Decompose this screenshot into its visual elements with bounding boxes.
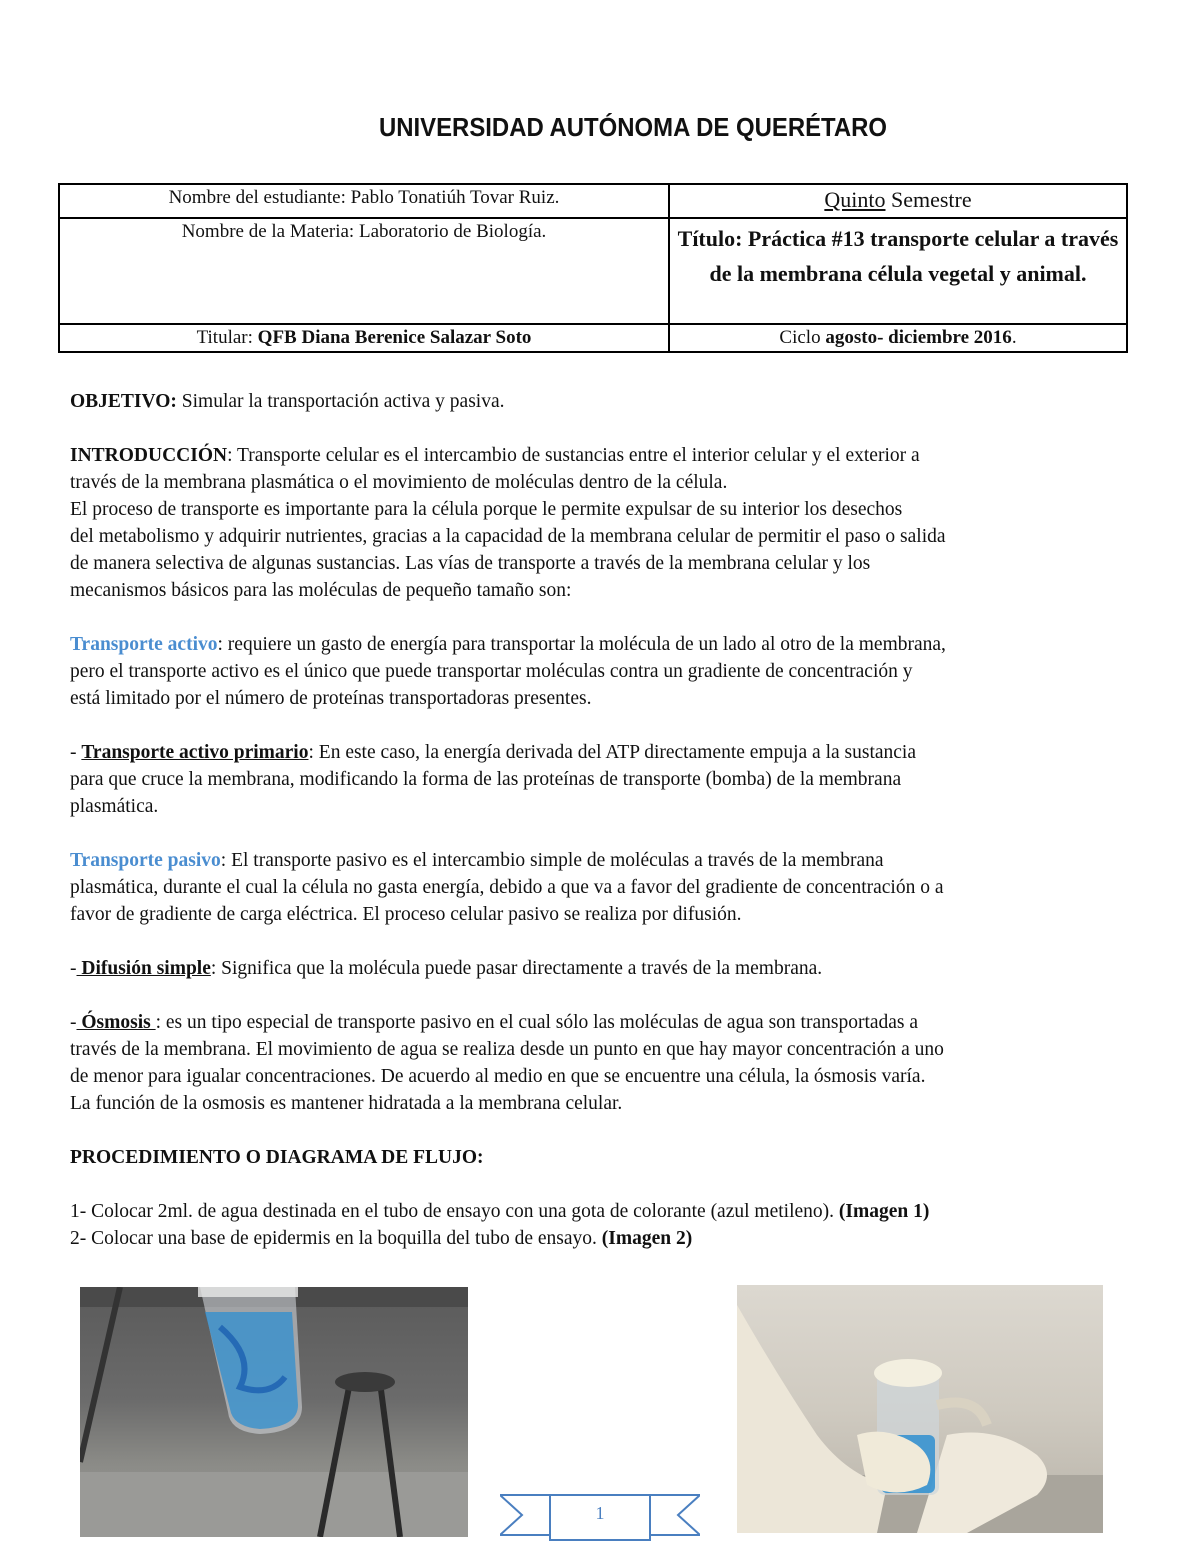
subject-cell (59, 218, 669, 324)
intro-label: INTRODUCCIÓN (70, 445, 228, 466)
passive-line: plasmática, durante el cual la célula no gasta energía, debido a que va a favor del gradiente de concentración o a (70, 877, 944, 898)
primary-line: plasmática. (70, 796, 159, 817)
passive-paragraph (70, 847, 1140, 928)
osmosis-dash: - (70, 1012, 77, 1033)
active-paragraph (70, 631, 1140, 712)
photo-gloved-hand-tube (737, 1285, 1103, 1533)
subject-name: Laboratorio de Biología. (358, 221, 547, 242)
semester-word: Quinto (824, 187, 886, 212)
titular-cell (59, 324, 669, 352)
diffusion-label: Difusión simple (76, 958, 211, 979)
intro-line: través de la membrana plasmática o el movimiento de moléculas dentro de la célula. (70, 472, 728, 493)
info-table (58, 183, 1128, 353)
primary-line: : En este caso, la energía derivada del ATP directamente empuja a la sustancia (308, 742, 916, 763)
osmosis-label: Ósmosis (76, 1012, 156, 1033)
step-ref: (Imagen 2) (601, 1228, 693, 1249)
intro-line: : Transporte celular es el intercambio de sustancias entre el interior celular y el exterior a (227, 445, 920, 466)
photo-test-tube-illustration (80, 1287, 468, 1537)
diffusion-paragraph (70, 955, 1140, 982)
procedure-step-1 (70, 1198, 1140, 1225)
photo-test-tube-dye (80, 1287, 468, 1537)
passive-label: Transporte pasivo (70, 850, 221, 871)
active-line: está limitado por el número de proteínas transportadoras presentes. (70, 688, 592, 709)
passive-line: : El transporte pasivo es el intercambio simple de moléculas a través de la membrana (220, 850, 884, 871)
diffusion-text: : Significa que la molécula puede pasar directamente a través de la membrana. (210, 958, 823, 979)
objective-paragraph (70, 388, 1140, 415)
document-body (70, 388, 1140, 1252)
intro-line: El proceso de transporte es importante para la célula porque le permite expulsar de su interior los desechos (70, 499, 903, 520)
primary-paragraph (70, 739, 1140, 820)
objective-label: OBJETIVO: (70, 391, 177, 412)
student-label: Nombre del estudiante: (168, 187, 351, 208)
osmosis-line: : es un tipo especial de transporte pasivo en el cual sólo las moléculas de agua son transportadas a (155, 1012, 919, 1033)
student-name: Pablo Tonatiúh Tovar Ruiz. (350, 187, 560, 208)
osmosis-paragraph (70, 1009, 1140, 1117)
step-text: 1- Colocar 2ml. de agua destinada en el tubo de ensayo con una gota de colorante (azul metileno). (70, 1201, 839, 1222)
cycle-label: Ciclo (779, 327, 826, 348)
procedure-heading: PROCEDIMIENTO O DIAGRAMA DE FLUJO: (70, 1147, 484, 1168)
photo-gloved-hand-illustration (737, 1285, 1103, 1533)
primary-dash: - (70, 742, 82, 763)
student-cell (59, 184, 669, 218)
procedure-step-2 (70, 1225, 1140, 1252)
cycle-cell (669, 324, 1127, 352)
titular-label: Titular: (196, 327, 258, 348)
passive-line: favor de gradiente de carga eléctrica. El proceso celular pasivo se realiza por difusión. (70, 904, 742, 925)
university-title: UNIVERSIDAD AUTÓNOMA DE QUERÉTARO (378, 112, 888, 142)
step-ref: (Imagen 1) (838, 1201, 930, 1222)
intro-paragraph (70, 442, 1140, 604)
active-line: : requiere un gasto de energía para transportar la molécula de un lado al otro de la membrana, (217, 634, 946, 655)
intro-line: del metabolismo y adquirir nutrientes, gracias a la capacidad de la membrana celular de permitir el paso o salida (70, 526, 946, 547)
subject-label: Nombre de la Materia: (181, 221, 359, 242)
titular-name: QFB Diana Berenice Salazar Soto (257, 327, 532, 348)
objective-text: Simular la transportación activa y pasiva. (176, 391, 505, 412)
osmosis-line: de menor para igualar concentraciones. De acuerdo al medio en que se encuentre una célula, la ósmosis varía. (70, 1066, 926, 1087)
active-line: pero el transporte activo es el único que puede transportar moléculas contra un gradiente de concentración y (70, 661, 913, 682)
semester-rest: Semestre (885, 187, 972, 212)
osmosis-line: La función de la osmosis es mantener hidratada a la membrana celular. (70, 1093, 623, 1114)
step-text: 2- Colocar una base de epidermis en la boquilla del tubo de ensayo. (70, 1228, 602, 1249)
practice-title: Título: Práctica #13 transporte celular a través de la membrana célula vegetal y animal. (669, 218, 1127, 324)
primary-label: Transporte activo primario (81, 742, 309, 763)
page-number-ribbon (500, 1487, 700, 1545)
primary-line: para que cruce la membrana, modificando la forma de las proteínas de transporte (bomba) de la membrana (70, 769, 902, 790)
cycle-end: . (1011, 327, 1017, 348)
intro-line: mecanismos básicos para las moléculas de pequeño tamaño son: (70, 580, 572, 601)
cycle-value: agosto- diciembre 2016 (825, 327, 1012, 348)
diffusion-dash: - (70, 958, 77, 979)
intro-line: de manera selectiva de algunas sustancias. Las vías de transporte a través de la membrana celular y los (70, 553, 871, 574)
osmosis-line: través de la membrana. El movimiento de agua se realiza desde un punto en que hay mayor concentración a uno (70, 1039, 944, 1060)
semester-cell (669, 184, 1127, 218)
active-label: Transporte activo (70, 634, 218, 655)
page-number: 1 (595, 1503, 605, 1523)
